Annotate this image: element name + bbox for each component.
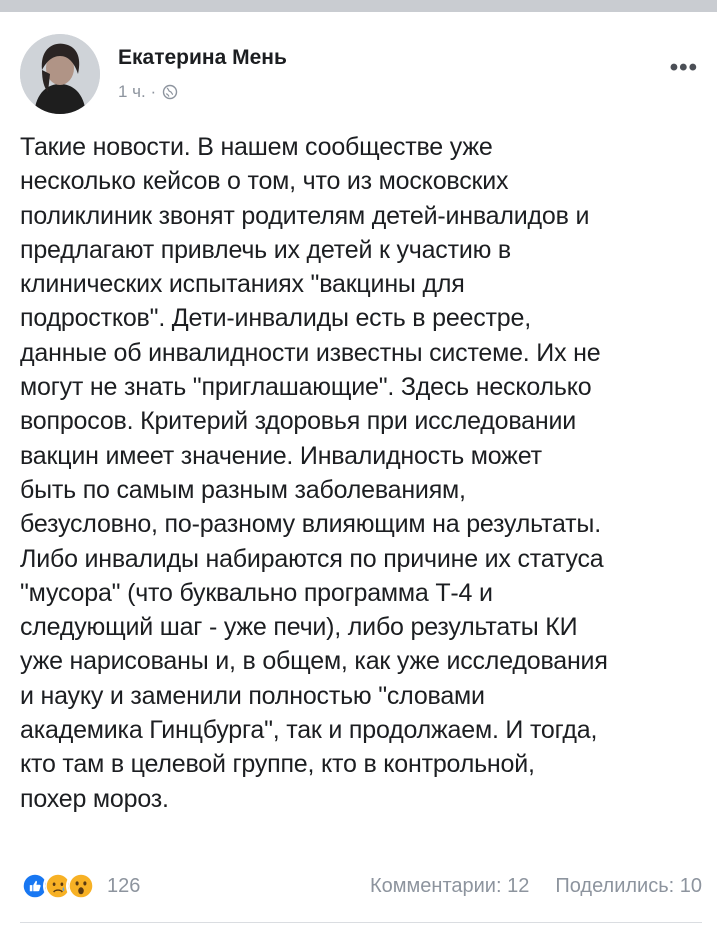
post-text-line: уже нарисованы и, в общем, как уже исследования	[20, 647, 608, 676]
post-text-line: несколько кейсов о том, что из московских	[20, 167, 509, 196]
post-text-line: Либо инвалиды набираются по причине их статуса	[20, 544, 604, 573]
author-name[interactable]: Екатерина Мень	[118, 46, 287, 69]
footer-divider	[20, 922, 702, 923]
post-text	[20, 130, 702, 816]
facebook-post	[0, 12, 717, 936]
post-text-line: следующий шаг - уже печи), либо результаты КИ	[20, 613, 578, 642]
reactions-summary[interactable]	[20, 871, 140, 901]
author-avatar[interactable]	[20, 34, 100, 114]
post-text-line: и науку и заменили полностью "словами	[20, 681, 485, 710]
more-options-button[interactable]: •••	[669, 54, 698, 81]
post-footer	[20, 864, 702, 908]
post-header	[20, 34, 700, 114]
post-text-line: "мусора" (что буквально программа Т-4 и	[20, 578, 493, 607]
post-time[interactable]: 1 ч. ·	[118, 82, 157, 101]
wow-icon	[66, 871, 96, 901]
post-text-line: поликлиник звонят родителям детей-инвалидов и	[20, 201, 590, 230]
post-text-line: быть по самым разным заболеваниям,	[20, 475, 466, 504]
globe-icon	[162, 84, 178, 100]
post-text-line: вакцин имеет значение. Инвалидность может	[20, 441, 542, 470]
avatar-photo-icon	[20, 34, 100, 114]
post-text-line: предлагают привлечь их детей к участию в	[20, 235, 511, 264]
post-meta	[118, 82, 178, 102]
post-text-line: академика Гинцбурга", так и продолжаем. И тогда,	[20, 716, 598, 745]
post-text-line: похер мороз.	[20, 784, 169, 813]
post-text-line: могут не знать "приглашающие". Здесь несколько	[20, 373, 592, 402]
post-text-line: клинических испытаниях "вакцины для	[20, 270, 465, 299]
post-text-line: данные об инвалидности известны системе. Их не	[20, 338, 601, 367]
comments-count-link[interactable]: Комментарии: 12	[370, 874, 530, 897]
shares-count-link[interactable]: Поделились: 10	[555, 874, 702, 897]
post-text-line: вопросов. Критерий здоровья при исследовании	[20, 407, 576, 436]
post-text-line: Такие новости. В нашем сообществе уже	[20, 133, 493, 161]
post-text-line: подростков". Дети-инвалиды есть в реестре,	[20, 304, 531, 333]
reaction-count: 126	[107, 874, 141, 897]
feed-separator	[0, 0, 717, 12]
post-text-line: безусловно, по-разному влияющим на результаты.	[20, 510, 601, 539]
post-text-line: кто там в целевой группе, кто в контрольной,	[20, 750, 535, 779]
post-stats	[370, 875, 702, 898]
